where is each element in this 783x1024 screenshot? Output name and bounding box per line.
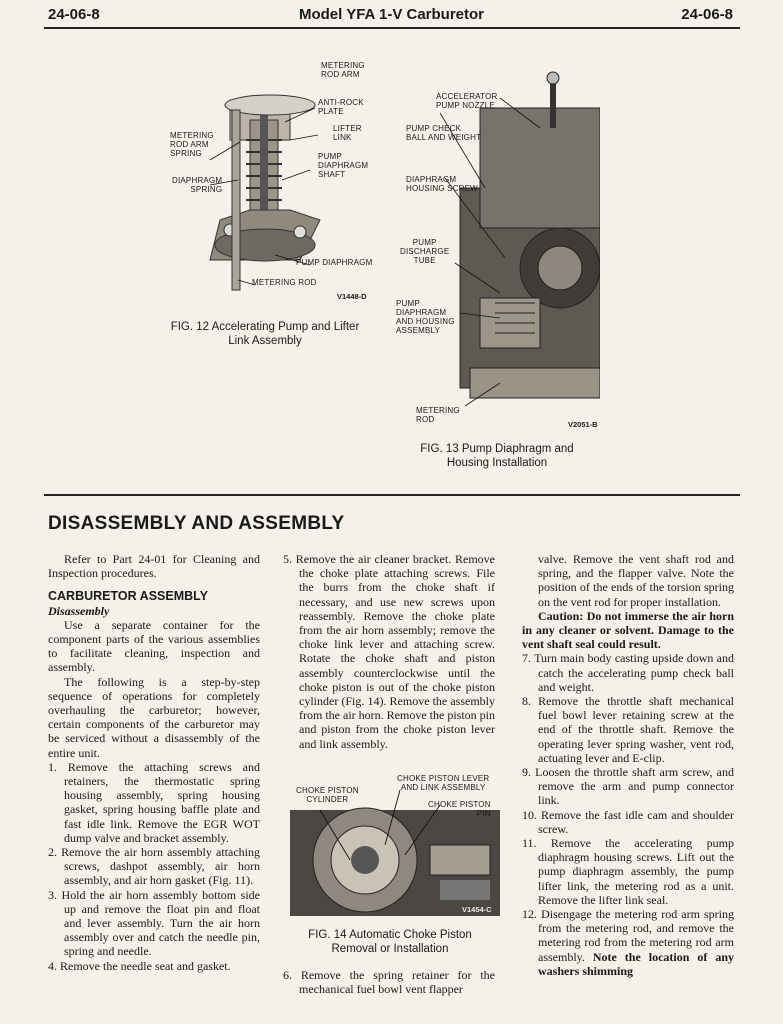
column-2 bbox=[283, 552, 495, 751]
label-lifter-link: LIFTER LINK bbox=[333, 124, 362, 142]
step-4: 4. Remove the needle seat and gasket. bbox=[48, 958, 231, 973]
step-3: 3. Hold the air horn assembly bottom side up and remove the float pin and float and lever assembly. Turn the air horn assembly over and catch the needle pin, spring and needle. bbox=[48, 887, 260, 959]
column-2-bottom bbox=[283, 968, 495, 996]
step-11: 11. Remove the accelerating pump diaphragm housing screws. Lift out the pump diaphragm assembly, the pump lifter link, the metering rod as a unit. Remove the lifter link seal. bbox=[522, 836, 734, 907]
step-5: 5. Remove the air cleaner bracket. Remove the choke plate attaching screws. File the burrs from the choke shaft if necessary, and use new screws upon reassembly. Remove the choke plate from the air horn assembly; remove the choke link lever and attaching screw. Rotate the choke shaft and piston assembly counterclockwise until the choke piston is out of the choke piston cylinder (Fig. 14). Remove the assembly from the air horn. Remove the piston pin and piston from the choke piston lever and link assembly. bbox=[283, 552, 495, 751]
fig14-caption: FIG. 14 Automatic Choke Piston Removal or Installation bbox=[308, 929, 472, 955]
subheading-disassembly: Disassembly bbox=[48, 603, 110, 618]
step-6-continued: valve. Remove the vent shaft rod and spring, and the flapper valve. Note the position of the ends of the torsion spring on the vent rod for proper installation. bbox=[538, 552, 734, 609]
step-2: 2. Remove the air horn assembly attaching screws, dashpot assembly, air horn assembly, and air horn gasket (Fig. 11). bbox=[48, 845, 260, 888]
paragraph-1: Use a separate container for the component parts of the various assemblies to facilitate cleaning, inspection and assembly. bbox=[48, 617, 260, 675]
fig12-code: V1448-D bbox=[337, 292, 367, 301]
label-pump-discharge-tube: PUMP DISCHARGE TUBE bbox=[400, 238, 450, 265]
fig12-caption: FIG. 12 Accelerating Pump and Lifter Link Assembly bbox=[170, 321, 360, 347]
label-choke-piston-pin: CHOKE PISTON PIN bbox=[428, 800, 491, 818]
step-12 bbox=[522, 907, 734, 978]
label-pump-diaphragm: PUMP DIAPHRAGM bbox=[296, 258, 373, 267]
step-6: 6. Remove the spring retainer for the mechanical fuel bowl vent flapper bbox=[283, 968, 495, 997]
section-heading: DISASSEMBLY AND ASSEMBLY bbox=[48, 513, 345, 534]
page-number-left: 24-06-8 bbox=[48, 6, 100, 23]
label-anti-rock-plate: ANTI-ROCK PLATE bbox=[318, 98, 364, 116]
caution-note: Caution: Do not immerse the air horn in any cleaner or solvent. Damage to the vent shaft seal could result. bbox=[522, 608, 734, 652]
step-12-text: 12. Disengage the metering rod arm spring from the metering rod, and remove the metering rod from the metering rod arm assembly. bbox=[522, 907, 734, 964]
label-pump-diaphragm-shaft: PUMP DIAPHRAGM SHAFT bbox=[318, 152, 369, 179]
step-12-note: Note the location of any washers shimming bbox=[538, 949, 734, 978]
label-diaphragm-spring: DIAPHRAGM SPRING bbox=[172, 176, 223, 194]
fig13-code: V2051-B bbox=[568, 420, 598, 429]
paragraph-2: The following is a step-by-step sequence of operations for completely overhauling the carburetor; however, certain components of the carburetor may be serviced without a disassembly of the entire unit. bbox=[48, 674, 260, 760]
step-8: 8. Remove the throttle shaft mechanical fuel bowl lever retaining screw at the end of the throttle shaft. Remove the operating lever spring washer, vent rod, actuating lever and E-clip. bbox=[522, 694, 734, 765]
page-number-right: 24-06-8 bbox=[681, 6, 733, 23]
step-9: 9. Loosen the throttle shaft arm screw, and remove the arm and pump connector link. bbox=[522, 765, 734, 808]
page-title: Model YFA 1-V Carburetor bbox=[298, 6, 485, 23]
step-1: 1. Remove the attaching screws and retainers, the thermostatic spring housing assembly, spring housing gasket, spring housing baffle plate and fast idle link. Remove the EGR WOT dump valve and bracket assembly. bbox=[48, 759, 260, 845]
fig13-caption: FIG. 13 Pump Diaphragm and Housing Installation bbox=[420, 443, 574, 469]
label-pump-check-ball: PUMP CHECK BALL AND WEIGHT bbox=[406, 124, 482, 142]
section-rule bbox=[44, 494, 740, 496]
header-rule bbox=[44, 27, 740, 29]
label-metering-rod: METERING ROD bbox=[252, 278, 317, 287]
label-metering-rod-arm-spring: METERING ROD ARM SPRING bbox=[170, 131, 214, 158]
subheading-carburetor-assembly: CARBURETOR ASSEMBLY bbox=[48, 589, 208, 604]
column-1 bbox=[48, 552, 260, 973]
label-pump-diaphragm-housing: PUMP DIAPHRAGM AND HOUSING ASSEMBLY bbox=[396, 299, 455, 335]
label-metering-rod-arm: METERING ROD ARM bbox=[321, 61, 365, 79]
label-metering-rod-fig13: METERING ROD bbox=[416, 406, 460, 424]
label-choke-piston-cylinder: CHOKE PISTON CYLINDER bbox=[296, 786, 359, 804]
label-diaphragm-housing-screw: DIAPHRAGM HOUSING SCREW bbox=[406, 175, 478, 193]
label-accelerator-pump-nozzle: ACCELERATOR PUMP NOZZLE bbox=[436, 92, 498, 110]
fig13-illustration bbox=[440, 68, 600, 408]
label-choke-piston-lever: CHOKE PISTON LEVER AND LINK ASSEMBLY bbox=[397, 774, 490, 792]
step-7: 7. Turn main body casting upside down and catch the accelerating pump check ball and weight. bbox=[522, 651, 734, 694]
intro-text: Refer to Part 24-01 for Cleaning and Inspection procedures. bbox=[48, 552, 260, 581]
step-10: 10. Remove the fast idle cam and shoulder screw. bbox=[522, 807, 734, 836]
fig14-code: V1454-C bbox=[462, 905, 492, 914]
column-3 bbox=[522, 552, 734, 978]
